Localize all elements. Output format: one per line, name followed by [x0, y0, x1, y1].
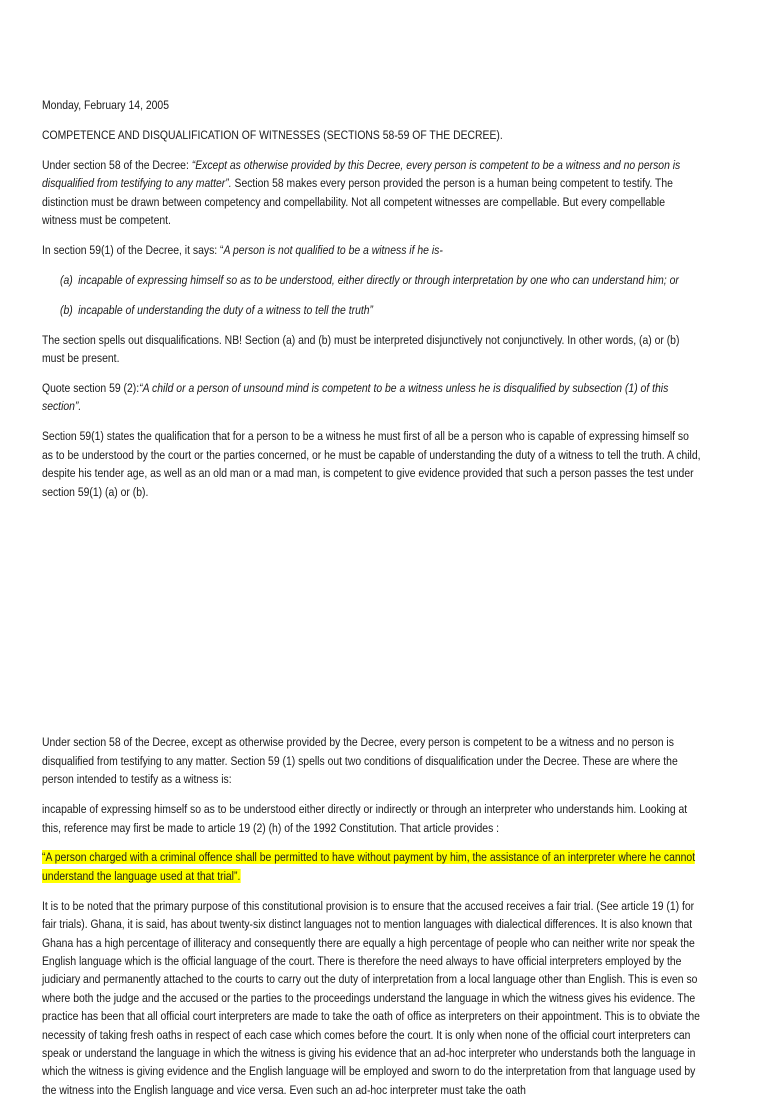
quoted-text: “A child or a person of unsound mind is competent to be a witness unless he is disqualified by subsection (1) of this section”.: [42, 380, 669, 414]
paragraph-section-58: [42, 156, 702, 230]
document-body: [42, 96, 702, 1111]
paragraph-section-59-2: [42, 379, 702, 416]
list-item-b: [60, 301, 702, 319]
paragraph-text: Section 58 makes every person provided the person is a human being competent to testify. The distinction must be drawn between competency and compellability. Not all competent witnesses are compellable. But every compellable witness must be competent.: [42, 176, 673, 228]
paragraph-section-58-repeat: Under section 58 of the Decree, except as otherwise provided by the Decree, every person is competent to be a witness and no person is disqualified from testifying to any matter. Section 59 (1) spells out two conditions of disqualification under the Decree. These are where the person intended to testify as a witness is:: [42, 735, 678, 787]
list-label: (a): [60, 272, 73, 287]
paragraph-interpreters: It is to be noted that the primary purpose of this constitutional provision is to ensure that the accused receives a fair trial. (See article 19 (1) for fair trials). Ghana, it is said, has about twenty-six distinct languages not to mention languages with dialectical differences. It is also known that Ghana has a high percentage of illiteracy and consequently there are equally a high percentage of people who can neither write nor speak the English language which is the official language of the court. There is therefore the need always to have official interpreters employed by the judiciary and permanently attached to the courts to carry out the duty of interpretation from a local language other than English. This is even so where both the judge and the accused or the parties to the proceedings understand the language in which the witness gives his evidence. The practice has been that all official court interpreters are made to take the oath of office as interpreters on their appointment. This is to obviate the necessity of taking fresh oaths in respect of each case which comes before the court. It is only when none of the official court interpreters can speak or understand the language in which the witness is giving his evidence that an ad-hoc interpreter who understands both the language in which the witness is giving evidence and the English language will be employed and sworn to do the interpretation from that language used by the witness into the English language and vice versa. Even such an ad-hoc interpreter must take the oath: [42, 898, 700, 1097]
paragraph-lead: In section 59(1) of the Decree, it says: “: [42, 242, 224, 257]
paragraph-qualification: Section 59(1) states the qualification that for a person to be a witness he must first of all be a person who is capable of expressing himself so as to be understood by the court or the parties concerned, or he must be capable of understanding the duty of a witness to tell the truth. A child, despite his tender age, as well as an old man or a mad man, is competent to give evidence provided that such a person passes the test under section 59(1) (a) or (b).: [42, 429, 701, 499]
paragraph-disqualifications: The section spells out disqualifications. NB! Section (a) and (b) must be interpreted disjunctively not conjunctively. In other words, (a) or (b) must be present.: [42, 332, 680, 366]
list-item-a: [60, 271, 702, 289]
blank-space: [42, 512, 702, 733]
document-heading: COMPETENCE AND DISQUALIFICATION OF WITNESSES (SECTIONS 58-59 OF THE DECREE).: [42, 127, 503, 142]
paragraph-lead: Quote section 59 (2):: [42, 380, 140, 395]
paragraph-incapable: incapable of expressing himself so as to be understood either directly or indirectly or through an interpreter who understands him. Looking at this, reference may first be made to article 19 (2) (h) of the 1992 Constitution. That article provides :: [42, 802, 688, 835]
quoted-text: A person is not qualified to be a witness if he is-: [223, 242, 443, 257]
list-text: incapable of understanding the duty of a witness to tell the truth”: [78, 302, 373, 317]
highlighted-quote: “A person charged with a criminal offence shall be permitted to have without payment by him, the assistance of an interpreter where he cannot understand the language used at that trial”.: [42, 850, 696, 883]
list-text: incapable of expressing himself so as to be understood, either directly or through interpretation by one who can understand him; or: [78, 272, 679, 287]
paragraph-constitution-quote: [42, 848, 702, 885]
quoted-text: “Except as otherwise provided by this Decree, every person is competent to be a witness and no person is disqualified from testifying to any matter”.: [42, 157, 681, 191]
paragraph-lead: Under section 58 of the Decree:: [42, 157, 192, 172]
document-date: Monday, February 14, 2005: [42, 98, 170, 112]
paragraph-section-59-1: [42, 241, 702, 259]
list-label: (b): [60, 302, 73, 317]
